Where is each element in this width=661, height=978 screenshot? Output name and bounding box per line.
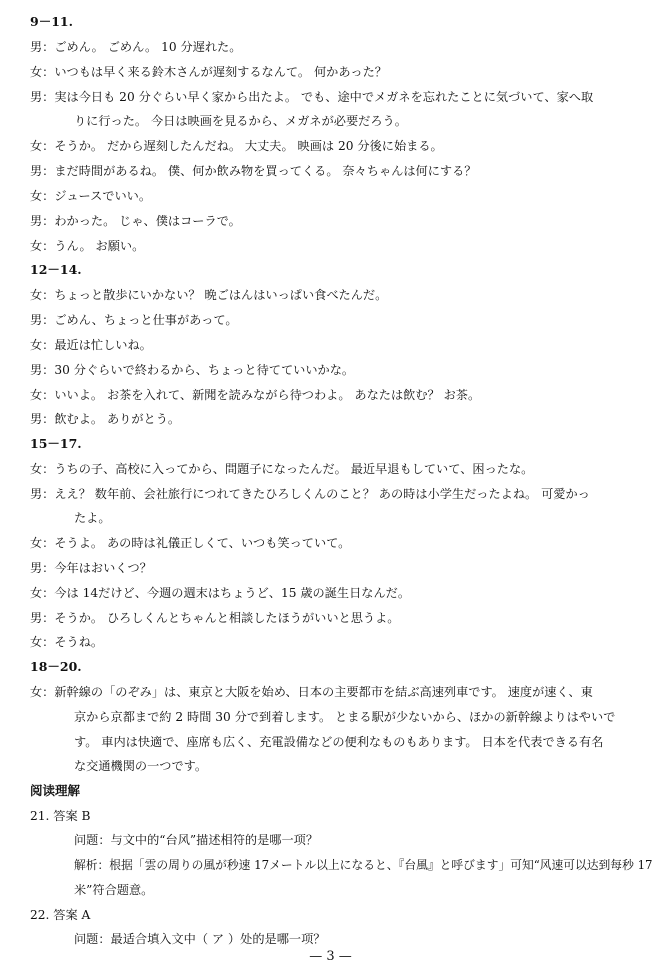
dialogue-line: 男：まだ時間があるね。 僕、何か飲み物を買ってくる。 奈々ちゃんは何にする？ [30,164,477,178]
dialogue-line: 男：ごめん、ちょっと仕事があって。 [30,313,238,327]
analysis-line: 解析：根据「雲の周りの風が秒速 17メートル以上になると、『台風』と呼びます」可知“风速可以达到每秒 17 [74,858,653,872]
dialogue-line: 女：いつもは早く来る鈴木さんが遅刻するなんて。 何かあった？ [30,65,387,79]
narration-line-continued: 京から京都まで約 2 時間 30 分で到着します。 とまる駅が少ないから、ほかの新幹線よりはやいで [74,710,616,724]
dialogue-line: 女：そうよ。 あの時は礼儀正しくて、いつも笑っていて。 [30,536,351,550]
section-heading-12-14: 12－14. [30,262,82,277]
dialogue-line: 女：今は 14だけど、今週の週末はちょうど、15 歳の誕生日なんだ。 [30,586,411,600]
dialogue-line: 女：ジュースでいい。 [30,189,152,203]
dialogue-line: 女：最近は忙しいね。 [30,338,152,352]
dialogue-line: 女：いいよ。 お茶を入れて、新聞を読みながら待つわよ。 あなたは飲む？ お茶。 [30,388,481,402]
dialogue-line: 男：わかった。 じゃ、僕はコーラで。 [30,214,241,228]
dialogue-line: 女：うちの子、高校に入ってから、問題子になったんだ。 最近早退もしていて、困ったな。 [30,462,534,476]
dialogue-line: 女：そうね。 [30,635,104,649]
dialogue-line: 男：今年はおいくつ？ [30,561,152,575]
dialogue-line: 男：30 分ぐらいで終わるから、ちょっと待てていいかな。 [30,363,355,377]
dialogue-line-continued: たよ。 [74,511,111,525]
answer-line: 22. 答案 A [30,908,91,922]
narration-line-continued: な交通機関の一つです。 [74,759,208,773]
analysis-line-continued: 米”符合题意。 [74,883,154,897]
dialogue-line: 男：実は今日も 20 分ぐらい早く家から出たよ。 でも、途中でメガネを忘れたことに気づいて、家へ取 [30,90,594,104]
dialogue-line: 男：そうか。 ひろしくんとちゃんと相談したほうがいいと思うよ。 [30,611,400,625]
dialogue-line: 男：ごめん。 ごめん。 10 分遅れた。 [30,40,242,54]
section-heading-9-11: 9－11. [30,14,73,29]
section-heading-18-20: 18－20. [30,659,82,674]
narration-line-continued: す。 車内は快適で、座席も広く、充電設備などの便利なものもあります。 日本を代表できる有名 [74,735,604,749]
answer-line: 21. 答案 B [30,809,91,823]
dialogue-line-continued: りに行った。 今日は映画を見るから、メガネが必要だろう。 [74,114,407,128]
question-line: 问题：与文中的“台风”描述相符的是哪一项？ [74,833,319,847]
dialogue-line: 男：ええ？ 数年前、会社旅行につれてきたひろしくんのこと？ あの時は小学生だったよね。 可愛かっ [30,487,590,501]
section-heading-reading: 阅读理解 [30,783,81,798]
dialogue-line: 女：ちょっと散歩にいかない？ 晩ごはんはいっぱい食べたんだ。 [30,288,388,302]
dialogue-line: 男：飲むよ。 ありがとう。 [30,412,181,426]
question-line: 问题：最适合填入文中（ ア ）处的是哪一项？ [74,932,326,946]
dialogue-line: 女：うん。 お願い。 [30,239,145,253]
section-heading-15-17: 15－17. [30,436,82,451]
page-number: — 3 — [309,949,352,964]
narration-line: 女：新幹線の「のぞみ」は、東京と大阪を始め、日本の主要都市を結ぶ高速列車です。 速度が速く、東 [30,685,593,699]
dialogue-line: 女：そうか。 だから遅刻したんだね。 大丈夫。 映画は 20 分後に始まる。 [30,139,443,153]
